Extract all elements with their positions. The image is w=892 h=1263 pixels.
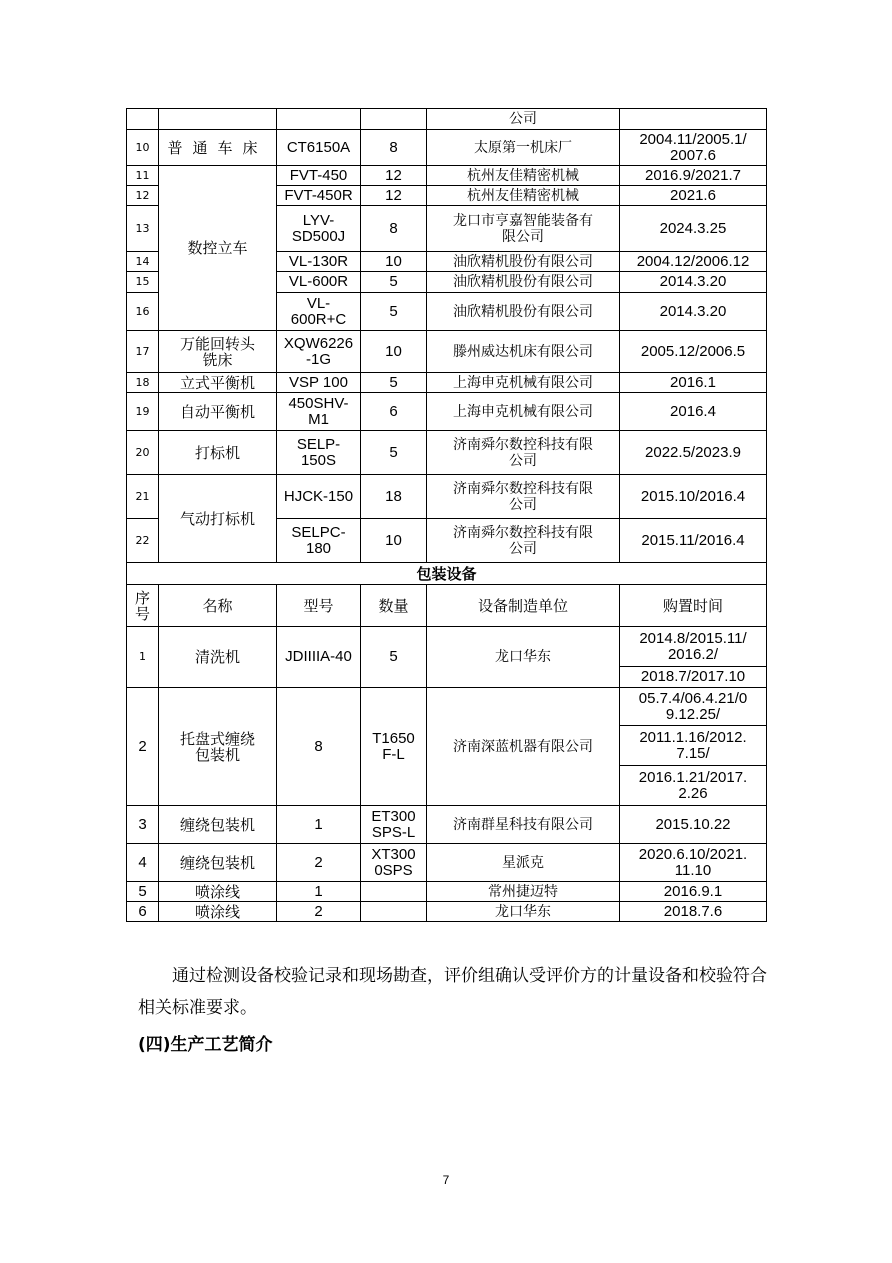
- model-cell: 450SHV- M1: [277, 393, 361, 431]
- quantity-cell: 5: [361, 627, 427, 688]
- quantity-cell: [361, 882, 427, 902]
- equipment-name: 喷涂线: [159, 902, 277, 922]
- maker-cell: 常州捷迈特: [427, 882, 620, 902]
- date-cell: 2015.10/2016.4: [620, 475, 767, 519]
- row-number: 3: [127, 806, 159, 844]
- quantity-cell: [361, 902, 427, 922]
- model-cell: FVT-450: [277, 166, 361, 186]
- date-cell: 2014.3.20: [620, 293, 767, 331]
- model-cell: 8: [277, 688, 361, 806]
- maker-cell: 济南深蓝机器有限公司: [427, 688, 620, 806]
- quantity-cell: ET300 SPS-L: [361, 806, 427, 844]
- section-heading: (四)生产工艺简介: [138, 1035, 273, 1055]
- maker-cell: 太原第一机床厂: [427, 130, 620, 166]
- date-cell: 2015.10.22: [620, 806, 767, 844]
- date-cell: 2004.11/2005.1/ 2007.6: [620, 130, 767, 166]
- model-cell: LYV- SD500J: [277, 206, 361, 252]
- quantity-cell: 6: [361, 393, 427, 431]
- row-number: 2: [127, 688, 159, 806]
- model-cell: 1: [277, 806, 361, 844]
- model-cell: XQW6226 -1G: [277, 331, 361, 373]
- table-row: [127, 882, 767, 902]
- quantity-cell: XT300 0SPS: [361, 844, 427, 882]
- equipment-name: 打标机: [159, 431, 277, 475]
- row-number: 4: [127, 844, 159, 882]
- table-row: [127, 109, 767, 130]
- row-number: 5: [127, 882, 159, 902]
- model-cell: VL-600R: [277, 272, 361, 293]
- equipment-table: [126, 108, 767, 922]
- table-row: [127, 688, 767, 726]
- date-cell: 2014.3.20: [620, 272, 767, 293]
- quantity-cell: T1650 F-L: [361, 688, 427, 806]
- date-cell: 2011.1.16/2012. 7.15/: [620, 726, 767, 766]
- equipment-name: 缠绕包装机: [159, 844, 277, 882]
- header-quantity: 数量: [361, 585, 427, 627]
- header-date: 购置时间: [620, 585, 767, 627]
- date-cell: 2016.1.21/2017. 2.26: [620, 766, 767, 806]
- date-cell: 2024.3.25: [620, 206, 767, 252]
- quantity-cell: 5: [361, 431, 427, 475]
- maker-cell: 上海申克机械有限公司: [427, 373, 620, 393]
- maker-cell: 油欣精机股份有限公司: [427, 272, 620, 293]
- date-cell: 2022.5/2023.9: [620, 431, 767, 475]
- table-row: [127, 475, 767, 519]
- quantity-cell: 8: [361, 130, 427, 166]
- quantity-cell: 12: [361, 166, 427, 186]
- table-row: [127, 806, 767, 844]
- header-model: 型号: [277, 585, 361, 627]
- row-number: 18: [127, 373, 159, 393]
- date-cell: 2021.6: [620, 186, 767, 206]
- model-cell: 1: [277, 882, 361, 902]
- page-number: 7: [442, 1173, 450, 1187]
- row-number: 17: [127, 331, 159, 373]
- header-no: 序 号: [127, 585, 159, 627]
- row-number: 21: [127, 475, 159, 519]
- maker-cell: 油欣精机股份有限公司: [427, 252, 620, 272]
- date-cell: 2016.1: [620, 373, 767, 393]
- header-name: 名称: [159, 585, 277, 627]
- equipment-name: 气动打标机: [159, 475, 277, 563]
- equipment-name: 数控立车: [159, 166, 277, 331]
- section-title: 包装设备: [127, 563, 767, 585]
- equipment-name: 清洗机: [159, 627, 277, 688]
- model-cell: VSP 100: [277, 373, 361, 393]
- equipment-name: 喷涂线: [159, 882, 277, 902]
- model-cell: 2: [277, 902, 361, 922]
- equipment-name: 缠绕包装机: [159, 806, 277, 844]
- model-cell: HJCK-150: [277, 475, 361, 519]
- maker-cell: 上海申克机械有限公司: [427, 393, 620, 431]
- maker-cell: 龙口华东: [427, 902, 620, 922]
- date-cell: 05.7.4/06.4.21/0 9.12.25/: [620, 688, 767, 726]
- equipment-name: 普通车床: [159, 130, 277, 166]
- date-cell: 2018.7/2017.10: [620, 667, 767, 688]
- equipment-name: 万能回转头 铣床: [159, 331, 277, 373]
- row-number: 10: [127, 130, 159, 166]
- table-row: [127, 393, 767, 431]
- table-row: [127, 373, 767, 393]
- table-row: [127, 431, 767, 475]
- model-cell: JDIIIIA-40: [277, 627, 361, 688]
- model-cell: SELP- 150S: [277, 431, 361, 475]
- quantity-cell: 5: [361, 293, 427, 331]
- quantity-cell: 5: [361, 373, 427, 393]
- table-row: [127, 844, 767, 882]
- header-maker: 设备制造单位: [427, 585, 620, 627]
- table-row: [127, 902, 767, 922]
- date-cell: 2005.12/2006.5: [620, 331, 767, 373]
- maker-cell: 济南舜尔数控科技有限 公司: [427, 519, 620, 563]
- quantity-cell: 12: [361, 186, 427, 206]
- date-cell: 2020.6.10/2021. 11.10: [620, 844, 767, 882]
- row-number: 1: [127, 627, 159, 688]
- table-row: [127, 331, 767, 373]
- quantity-cell: 10: [361, 331, 427, 373]
- maker-cell: 星派克: [427, 844, 620, 882]
- equipment-name: 托盘式缠绕 包装机: [159, 688, 277, 806]
- date-cell: 2016.9.1: [620, 882, 767, 902]
- maker-cell: 油欣精机股份有限公司: [427, 293, 620, 331]
- quantity-cell: 5: [361, 272, 427, 293]
- table-header-row: [127, 585, 767, 627]
- date-cell: 2004.12/2006.12: [620, 252, 767, 272]
- date-cell: 2014.8/2015.11/ 2016.2/: [620, 627, 767, 667]
- model-cell: 2: [277, 844, 361, 882]
- table-row: [127, 563, 767, 585]
- row-number: 12: [127, 186, 159, 206]
- model-cell: CT6150A: [277, 130, 361, 166]
- row-number: 14: [127, 252, 159, 272]
- maker-cell: 杭州友佳精密机械: [427, 186, 620, 206]
- row-number: 13: [127, 206, 159, 252]
- table-row: [127, 166, 767, 186]
- row-number: 15: [127, 272, 159, 293]
- maker-cell: 龙口华东: [427, 627, 620, 688]
- date-cell: 2016.4: [620, 393, 767, 431]
- maker-cell: 龙口市亨嘉智能装备有 限公司: [427, 206, 620, 252]
- quantity-cell: 10: [361, 252, 427, 272]
- row-number: 6: [127, 902, 159, 922]
- quantity-cell: 18: [361, 475, 427, 519]
- equipment-name: 自动平衡机: [159, 393, 277, 431]
- model-cell: SELPC- 180: [277, 519, 361, 563]
- conclusion-paragraph: 通过检测设备校验记录和现场勘查，评价组确认受评价方的计量设备和校验符合相关标准要求。: [138, 966, 767, 1018]
- maker-cell: 公司: [427, 109, 620, 130]
- row-number: 11: [127, 166, 159, 186]
- quantity-cell: 8: [361, 206, 427, 252]
- model-cell: VL- 600R+C: [277, 293, 361, 331]
- row-number: 20: [127, 431, 159, 475]
- date-cell: 2016.9/2021.7: [620, 166, 767, 186]
- table-row: [127, 130, 767, 166]
- maker-cell: 济南舜尔数控科技有限 公司: [427, 431, 620, 475]
- maker-cell: 杭州友佳精密机械: [427, 166, 620, 186]
- maker-cell: 滕州威达机床有限公司: [427, 331, 620, 373]
- quantity-cell: 10: [361, 519, 427, 563]
- date-cell: 2015.11/2016.4: [620, 519, 767, 563]
- model-cell: VL-130R: [277, 252, 361, 272]
- row-number: 22: [127, 519, 159, 563]
- equipment-name: 立式平衡机: [159, 373, 277, 393]
- table-row: [127, 627, 767, 667]
- row-number: 16: [127, 293, 159, 331]
- row-number: 19: [127, 393, 159, 431]
- model-cell: FVT-450R: [277, 186, 361, 206]
- maker-cell: 济南舜尔数控科技有限 公司: [427, 475, 620, 519]
- date-cell: 2018.7.6: [620, 902, 767, 922]
- maker-cell: 济南群星科技有限公司: [427, 806, 620, 844]
